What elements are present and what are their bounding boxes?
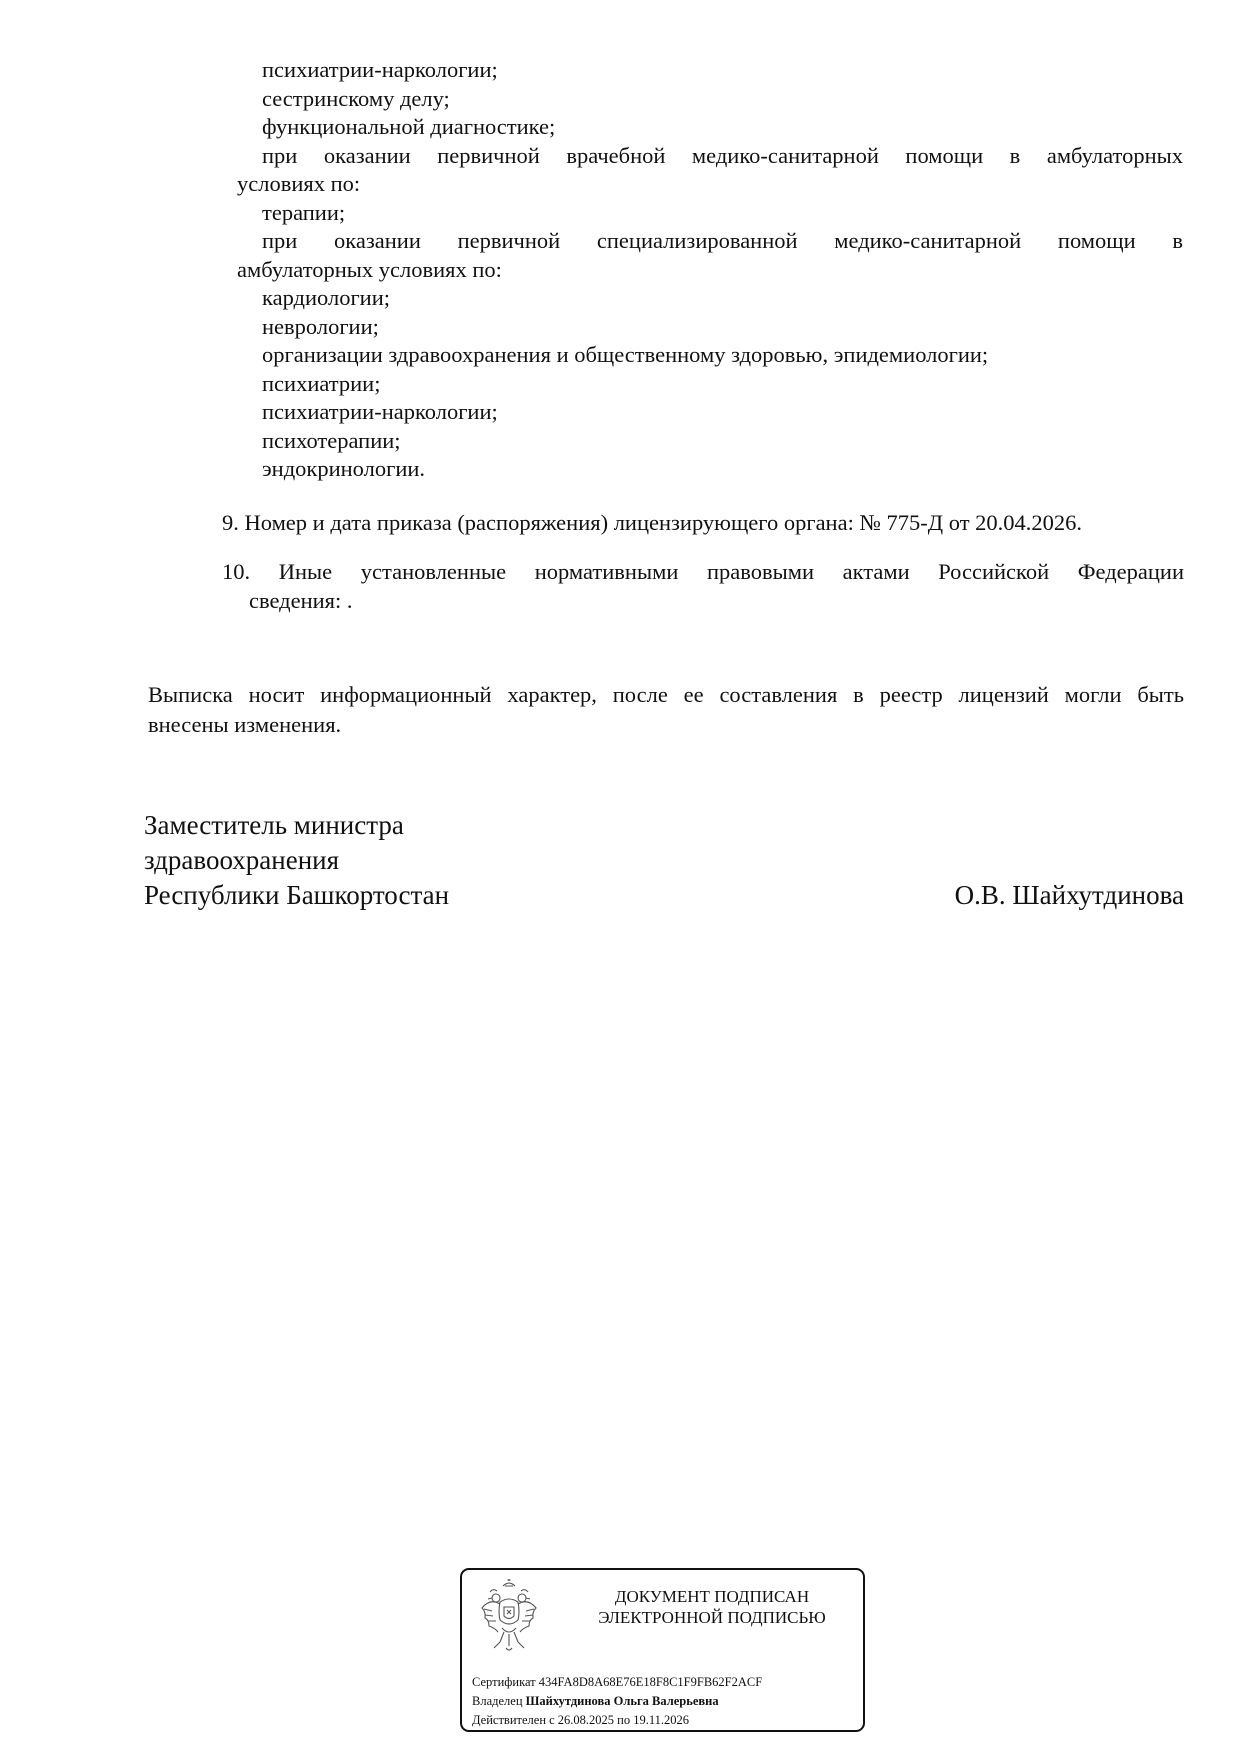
signatory-position-line-3: Республики Башкортостан (144, 880, 450, 910)
certificate-number: 434FA8D8A68E76E18F8C1F9FB62F2ACF (538, 1675, 763, 1689)
stamp-title-line-2: ЭЛЕКТРОННОЙ ПОДПИСЬЮ (598, 1608, 826, 1627)
list-item: психиатрии-наркологии; (262, 399, 498, 424)
owner-name: Шайхутдинова Ольга Валерьевна (525, 1694, 719, 1708)
certificate-row (472, 1673, 862, 1692)
list-item: при оказании первичной врачебной медико-санитарной помощи в амбулаторных (262, 142, 1183, 168)
informational-notice (148, 680, 1184, 740)
validity-row: Действителен с 26.08.2025 по 19.11.2026 (472, 1713, 690, 1727)
owner-row (472, 1692, 862, 1711)
double-headed-eagle-emblem-icon (476, 1578, 542, 1654)
list-item: психиатрии-наркологии; (262, 57, 498, 82)
signatory-position-line-1: Заместитель министра (144, 810, 404, 840)
stamp-details (472, 1673, 862, 1730)
list-item: при оказании первичной специализированной медико-санитарной помощи в (262, 228, 1183, 253)
signatory-name: О.В. Шайхутдинова (954, 880, 1184, 910)
owner-label: Владелец (472, 1694, 523, 1708)
licensed-activities-list (237, 56, 1183, 484)
list-item: условиях по: (237, 171, 361, 196)
list-item: кардиологии; (262, 285, 391, 310)
list-item: психотерапии; (262, 427, 401, 453)
list-item: эндокринологии. (262, 456, 426, 481)
list-item: сестринскому делу; (262, 85, 450, 111)
item-9-order-number: 9. Номер и дата приказа (распоряжения) лицензирующего органа: № 775-Д от 20.04.2026. (222, 510, 1083, 535)
item-10-line-2: сведения: . (249, 588, 353, 613)
list-item: организации здравоохранения и общественному здоровью, эпидемиологии; (262, 342, 989, 367)
list-item: амбулаторных условиях по: (237, 256, 502, 282)
stamp-title-line-1: ДОКУМЕНТ ПОДПИСАН (614, 1587, 810, 1606)
list-item: неврологии; (262, 313, 379, 339)
list-item: функциональной диагностике; (262, 114, 556, 139)
electronic-signature-stamp (460, 1568, 865, 1732)
signatory-last-row (144, 878, 1184, 913)
list-item: психиатрии; (262, 370, 381, 396)
notice-line-1: Выписка носит информационный характер, после ее составления в реестр лицензий могли быть (148, 682, 1184, 707)
certificate-label: Сертификат (472, 1675, 536, 1689)
notice-line-2: внесены изменения. (148, 712, 342, 737)
item-10-line-1: 10. Иные установленные нормативными правовыми актами Российской Федерации (222, 559, 1184, 584)
list-item: терапии; (262, 199, 346, 225)
item-10-other-info (222, 557, 1184, 615)
signatory-position-line-2: здравоохранения (144, 845, 340, 875)
stamp-title (562, 1586, 862, 1628)
signatory-block (144, 808, 1184, 913)
